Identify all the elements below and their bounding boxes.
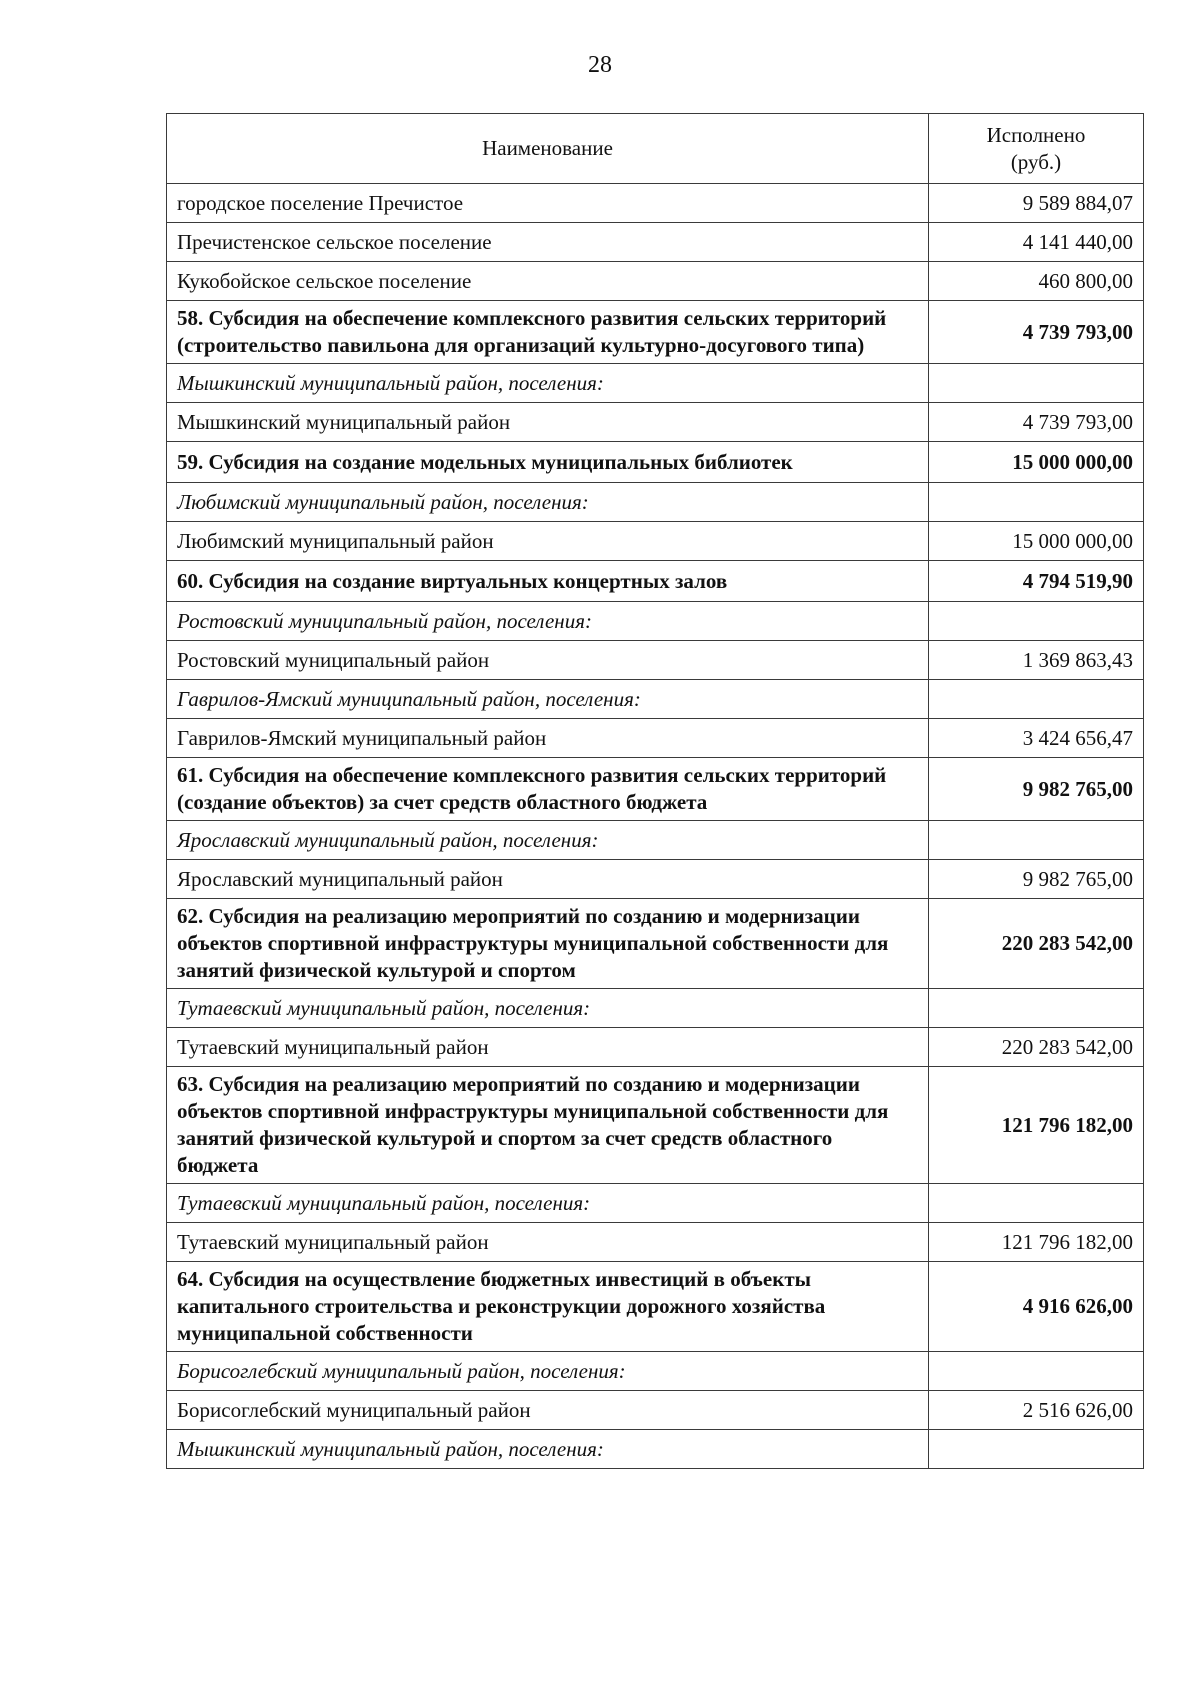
- table-row: [167, 1391, 1144, 1430]
- row-value: 220 283 542,00: [929, 1028, 1144, 1067]
- row-value: 121 796 182,00: [929, 1067, 1144, 1184]
- row-value: 460 800,00: [929, 262, 1144, 301]
- row-value: [929, 680, 1144, 719]
- row-value: [929, 602, 1144, 641]
- row-value: 4 739 793,00: [929, 403, 1144, 442]
- subsidy-header-row: [167, 899, 1144, 989]
- subsidy-header-row: [167, 758, 1144, 821]
- row-name: Мышкинский муниципальный район, поселения:: [167, 1430, 929, 1469]
- table-row: [167, 223, 1144, 262]
- row-name: Гаврилов-Ямский муниципальный район: [167, 719, 929, 758]
- row-name: Тутаевский муниципальный район, поселения:: [167, 1184, 929, 1223]
- column-header-name: Наименование: [167, 114, 929, 184]
- row-value: 4 739 793,00: [929, 301, 1144, 364]
- table-row: [167, 860, 1144, 899]
- subsidy-header-row: [167, 561, 1144, 602]
- row-value: 9 589 884,07: [929, 184, 1144, 223]
- row-value: 4 794 519,90: [929, 561, 1144, 602]
- row-value: [929, 821, 1144, 860]
- row-name: 60. Субсидия на создание виртуальных концертных залов: [167, 561, 929, 602]
- row-value: 3 424 656,47: [929, 719, 1144, 758]
- table-body: [167, 184, 1144, 1469]
- row-value: 9 982 765,00: [929, 758, 1144, 821]
- row-name: 58. Субсидия на обеспечение комплексного развития сельских территорий (строительство павильона для организаций культурно-досугового типа): [167, 301, 929, 364]
- column-header-value: [929, 114, 1144, 184]
- row-name: 62. Субсидия на реализацию мероприятий по созданию и модернизации объектов спортивной инфраструктуры муниципальной собственности для занятий физической культурой и спортом: [167, 899, 929, 989]
- table-row: [167, 1223, 1144, 1262]
- table-row: [167, 522, 1144, 561]
- row-name: городское поселение Пречистое: [167, 184, 929, 223]
- row-name: Борисоглебский муниципальный район, поселения:: [167, 1352, 929, 1391]
- table-row: [167, 719, 1144, 758]
- row-name: Мышкинский муниципальный район: [167, 403, 929, 442]
- row-value: [929, 364, 1144, 403]
- row-name: 64. Субсидия на осуществление бюджетных инвестиций в объекты капитального строительства и реконструкции дорожного хозяйства муниципальной собственности: [167, 1262, 929, 1352]
- row-value: [929, 989, 1144, 1028]
- row-value: 4 916 626,00: [929, 1262, 1144, 1352]
- row-name: Тутаевский муниципальный район: [167, 1028, 929, 1067]
- row-value: 9 982 765,00: [929, 860, 1144, 899]
- row-name: Ростовский муниципальный район, поселения:: [167, 602, 929, 641]
- district-group-row: [167, 1430, 1144, 1469]
- subsidy-header-row: [167, 1067, 1144, 1184]
- table-row: [167, 262, 1144, 301]
- subsidy-header-row: [167, 301, 1144, 364]
- row-value: 4 141 440,00: [929, 223, 1144, 262]
- row-name: 59. Субсидия на создание модельных муниципальных библиотек: [167, 442, 929, 483]
- subsidy-header-row: [167, 1262, 1144, 1352]
- row-value: 1 369 863,43: [929, 641, 1144, 680]
- column-header-value-line1: Исполнено: [986, 122, 1086, 147]
- district-group-row: [167, 602, 1144, 641]
- row-value: 15 000 000,00: [929, 522, 1144, 561]
- row-name: 61. Субсидия на обеспечение комплексного развития сельских территорий (создание объектов) за счет средств областного бюджета: [167, 758, 929, 821]
- row-value: [929, 1352, 1144, 1391]
- row-name: Мышкинский муниципальный район, поселения:: [167, 364, 929, 403]
- row-value: 220 283 542,00: [929, 899, 1144, 989]
- row-value: 15 000 000,00: [929, 442, 1144, 483]
- table-row: [167, 184, 1144, 223]
- table-row: [167, 1028, 1144, 1067]
- row-value: [929, 1184, 1144, 1223]
- district-group-row: [167, 364, 1144, 403]
- row-name: Тутаевский муниципальный район, поселения:: [167, 989, 929, 1028]
- row-name: Любимский муниципальный район, поселения:: [167, 483, 929, 522]
- subsidy-header-row: [167, 442, 1144, 483]
- district-group-row: [167, 821, 1144, 860]
- row-value: [929, 483, 1144, 522]
- row-name: Пречистенское сельское поселение: [167, 223, 929, 262]
- row-name: Ростовский муниципальный район: [167, 641, 929, 680]
- district-group-row: [167, 1352, 1144, 1391]
- row-name: Ярославский муниципальный район, поселения:: [167, 821, 929, 860]
- row-name: Борисоглебский муниципальный район: [167, 1391, 929, 1430]
- row-name: 63. Субсидия на реализацию мероприятий по созданию и модернизации объектов спортивной инфраструктуры муниципальной собственности для занятий физической культурой и спортом за счет средств областного бюджета: [167, 1067, 929, 1184]
- row-value: 121 796 182,00: [929, 1223, 1144, 1262]
- district-group-row: [167, 989, 1144, 1028]
- district-group-row: [167, 483, 1144, 522]
- column-header-value-line2: (руб.): [1010, 149, 1062, 174]
- district-group-row: [167, 680, 1144, 719]
- budget-table: [166, 113, 1144, 1469]
- row-name: Ярославский муниципальный район: [167, 860, 929, 899]
- row-value: [929, 1430, 1144, 1469]
- table-row: [167, 641, 1144, 680]
- district-group-row: [167, 1184, 1144, 1223]
- row-value: 2 516 626,00: [929, 1391, 1144, 1430]
- table-header-row: [167, 114, 1144, 184]
- row-name: Кукобойское сельское поселение: [167, 262, 929, 301]
- table-row: [167, 403, 1144, 442]
- page-number: 28: [588, 52, 612, 78]
- row-name: Гаврилов-Ямский муниципальный район, поселения:: [167, 680, 929, 719]
- row-name: Тутаевский муниципальный район: [167, 1223, 929, 1262]
- row-name: Любимский муниципальный район: [167, 522, 929, 561]
